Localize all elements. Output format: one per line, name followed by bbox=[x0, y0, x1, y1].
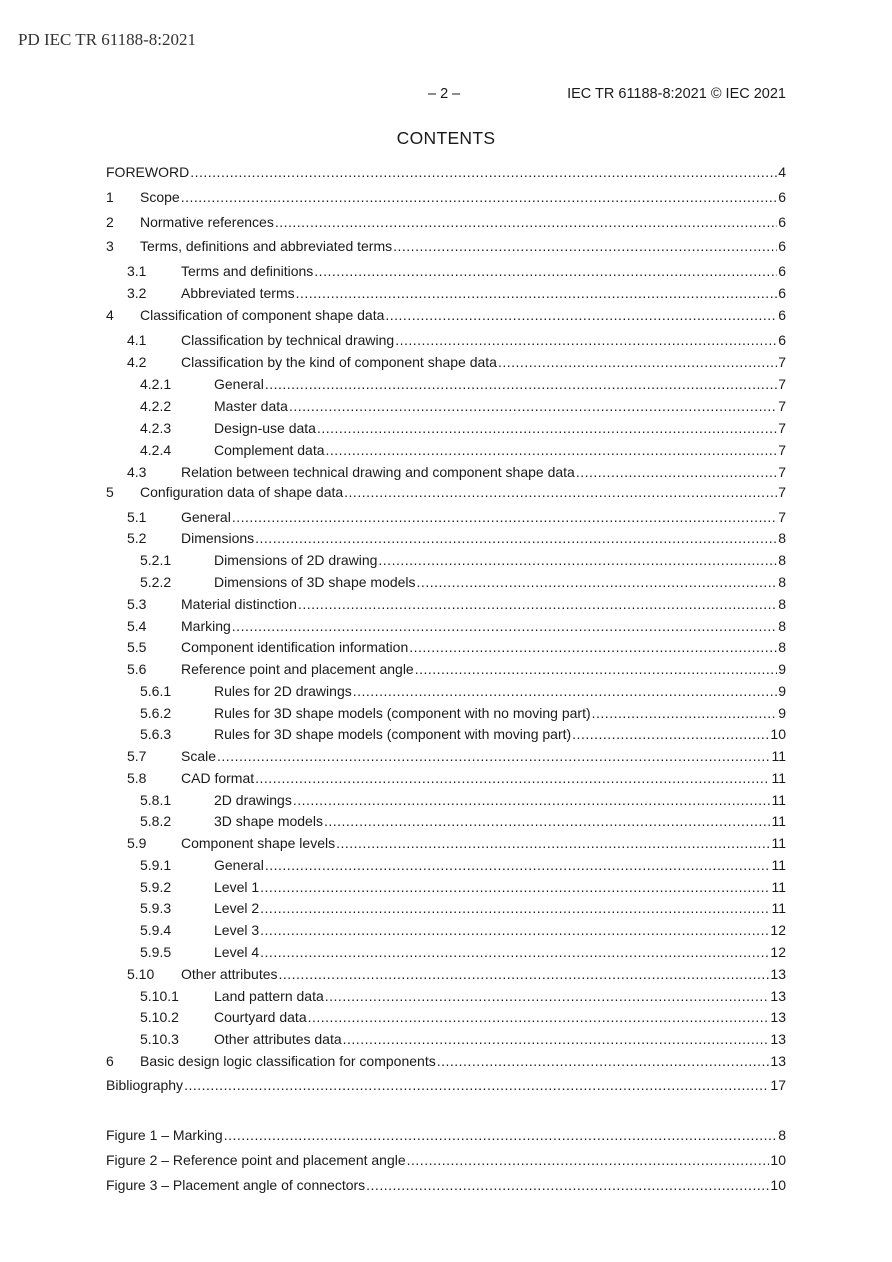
toc-entry[interactable] bbox=[106, 921, 786, 939]
toc-entry[interactable] bbox=[106, 660, 786, 678]
toc-entry-number: 5.9.1 bbox=[140, 857, 172, 873]
toc-entry-number: 5.9.4 bbox=[140, 922, 172, 938]
toc-entry-page: 11 bbox=[771, 835, 786, 851]
toc-entry-title: 2D drawings bbox=[214, 792, 292, 808]
dot-leader bbox=[393, 237, 777, 255]
toc-entry-title: General bbox=[214, 857, 264, 873]
dot-leader bbox=[592, 704, 778, 722]
dot-leader bbox=[344, 483, 777, 501]
toc-entry-page: 13 bbox=[770, 1053, 786, 1069]
toc-entry-title: Complement data bbox=[214, 442, 325, 458]
toc-entry-number: 3 bbox=[106, 238, 114, 254]
toc-entry[interactable] bbox=[106, 834, 786, 852]
toc-entry-title: Reference point and placement angle bbox=[181, 661, 414, 677]
toc-entry-title: Classification by technical drawing bbox=[181, 332, 395, 348]
toc-entry-title: Configuration data of shape data bbox=[140, 484, 344, 500]
toc-entry-number: 5 bbox=[106, 484, 114, 500]
toc-entry-number: 5.6.3 bbox=[140, 726, 172, 742]
toc-entry[interactable] bbox=[106, 573, 786, 591]
dot-leader bbox=[317, 419, 777, 437]
dot-leader bbox=[572, 725, 769, 743]
toc-entry-number: 5.6 bbox=[127, 661, 147, 677]
toc-entry[interactable] bbox=[106, 306, 786, 324]
toc-entry-title: Master data bbox=[214, 398, 288, 414]
toc-entry-title: Land pattern data bbox=[214, 988, 324, 1004]
toc-entry[interactable] bbox=[106, 725, 786, 743]
toc-entry-title: Level 3 bbox=[214, 922, 260, 938]
toc-entry[interactable] bbox=[106, 1076, 786, 1094]
dot-leader bbox=[232, 617, 777, 635]
toc-entry-number: 4.2.3 bbox=[140, 420, 172, 436]
figure-entry-page: 8 bbox=[778, 1127, 786, 1143]
toc-entry[interactable] bbox=[106, 163, 786, 181]
figure-entry-page: 10 bbox=[770, 1152, 786, 1168]
toc-entry-title: FOREWORD bbox=[106, 164, 190, 180]
toc-entry-page: 6 bbox=[778, 189, 786, 205]
toc-entry-page: 11 bbox=[771, 813, 786, 829]
toc-entry-number: 6 bbox=[106, 1053, 114, 1069]
dot-leader bbox=[260, 943, 769, 961]
dot-leader bbox=[336, 834, 770, 852]
figure-entry-title: Figure 3 – Placement angle of connectors bbox=[106, 1177, 366, 1193]
toc-entry-title: Bibliography bbox=[106, 1077, 184, 1093]
figure-entry-page: 10 bbox=[770, 1177, 786, 1193]
dot-leader bbox=[385, 306, 777, 324]
toc-entry-page: 7 bbox=[778, 398, 786, 414]
toc-entry-title: Relation between technical drawing and component shape data bbox=[181, 464, 575, 480]
toc-entry-page: 10 bbox=[770, 726, 786, 742]
toc-entry-page: 6 bbox=[778, 263, 786, 279]
dot-leader bbox=[289, 397, 777, 415]
toc-entry-title: Basic design logic classification for components bbox=[140, 1053, 436, 1069]
toc-entry-title: Level 2 bbox=[214, 900, 260, 916]
toc-entry-number: 5.10 bbox=[127, 966, 155, 982]
toc-entry[interactable] bbox=[106, 463, 786, 481]
toc-entry-page: 7 bbox=[778, 376, 786, 392]
toc-entry-number: 5.8.2 bbox=[140, 813, 172, 829]
toc-entry-title: Rules for 3D shape models (component with no moving part) bbox=[214, 705, 591, 721]
copyright-notice: IEC TR 61188-8:2021 © IEC 2021 bbox=[567, 86, 786, 102]
toc-entry[interactable] bbox=[106, 987, 786, 1005]
toc-entry-page: 4 bbox=[778, 164, 786, 180]
toc-entry-title: Level 1 bbox=[214, 879, 260, 895]
toc-entry-title: Component identification information bbox=[181, 639, 409, 655]
toc-entry-number: 5.2.1 bbox=[140, 552, 172, 568]
toc-entry-title: Other attributes bbox=[181, 966, 278, 982]
toc-entry-number: 5.6.2 bbox=[140, 705, 172, 721]
toc-entry-title: Scope bbox=[140, 189, 180, 205]
toc-entry-page: 8 bbox=[778, 639, 786, 655]
dot-leader bbox=[190, 163, 777, 181]
dot-leader bbox=[217, 747, 770, 765]
toc-entry[interactable] bbox=[106, 595, 786, 613]
toc-entry-page: 8 bbox=[778, 574, 786, 590]
dot-leader bbox=[353, 682, 777, 700]
toc-entry-title: Courtyard data bbox=[214, 1009, 307, 1025]
toc-entry[interactable] bbox=[106, 441, 786, 459]
toc-entry[interactable] bbox=[106, 617, 786, 635]
toc-entry[interactable] bbox=[106, 812, 786, 830]
toc-entry-page: 7 bbox=[778, 464, 786, 480]
toc-entry[interactable] bbox=[106, 1030, 786, 1048]
dot-leader bbox=[437, 1052, 770, 1070]
toc-entry-number: 5.8 bbox=[127, 770, 147, 786]
dot-leader bbox=[409, 638, 777, 656]
toc-entry-title: Component shape levels bbox=[181, 835, 336, 851]
dot-leader bbox=[324, 812, 771, 830]
toc-entry-title: General bbox=[214, 376, 264, 392]
toc-entry-page: 13 bbox=[770, 1031, 786, 1047]
toc-entry-page: 8 bbox=[778, 530, 786, 546]
toc-entry-page: 6 bbox=[778, 285, 786, 301]
toc-entry[interactable] bbox=[106, 353, 786, 371]
dot-leader bbox=[415, 660, 777, 678]
dot-leader bbox=[298, 595, 777, 613]
dot-leader bbox=[255, 529, 777, 547]
toc-entry-number: 1 bbox=[106, 189, 114, 205]
document-id: PD IEC TR 61188-8:2021 bbox=[18, 30, 197, 49]
toc-entry-number: 4.3 bbox=[127, 464, 147, 480]
toc-entry-number: 3.1 bbox=[127, 263, 147, 279]
page-number: – 2 – bbox=[428, 86, 461, 102]
toc-entry-title: Classification of component shape data bbox=[140, 307, 385, 323]
dot-leader bbox=[326, 441, 778, 459]
toc-entry[interactable] bbox=[106, 965, 786, 983]
toc-entry-number: 5.7 bbox=[127, 748, 147, 764]
toc-entry[interactable] bbox=[106, 747, 786, 765]
toc-entry-title: Level 4 bbox=[214, 944, 260, 960]
toc-entry-number: 4.2.1 bbox=[140, 376, 172, 392]
contents-title: CONTENTS bbox=[396, 128, 496, 148]
toc-entry[interactable] bbox=[106, 331, 786, 349]
toc-entry-title: Design-use data bbox=[214, 420, 316, 436]
toc-entry-title: General bbox=[181, 509, 231, 525]
toc-entry-number: 5.9 bbox=[127, 835, 147, 851]
toc-entry-number: 5.4 bbox=[127, 618, 147, 634]
dot-leader bbox=[343, 1030, 770, 1048]
dot-leader bbox=[275, 213, 777, 231]
toc-entry-number: 5.9.2 bbox=[140, 879, 172, 895]
toc-entry-page: 9 bbox=[778, 705, 786, 721]
dot-leader bbox=[260, 899, 770, 917]
toc-entry[interactable] bbox=[106, 878, 786, 896]
toc-entry[interactable] bbox=[106, 375, 786, 393]
toc-entry[interactable] bbox=[106, 791, 786, 809]
toc-entry-page: 11 bbox=[771, 857, 786, 873]
toc-entry[interactable] bbox=[106, 704, 786, 722]
toc-entry-number: 5.5 bbox=[127, 639, 147, 655]
toc-entry[interactable] bbox=[106, 419, 786, 437]
toc-entry-number: 5.1 bbox=[127, 509, 147, 525]
toc-entry-title: 3D shape models bbox=[214, 813, 323, 829]
toc-entry-title: Marking bbox=[181, 618, 231, 634]
toc-entry-page: 8 bbox=[778, 596, 786, 612]
toc-entry-page: 7 bbox=[778, 509, 786, 525]
toc-entry-page: 13 bbox=[770, 966, 786, 982]
toc-entry-title: Scale bbox=[181, 748, 217, 764]
dot-leader bbox=[407, 1151, 770, 1169]
dot-leader bbox=[255, 769, 770, 787]
toc-entry-number: 4 bbox=[106, 307, 114, 323]
toc-entry-number: 5.2.2 bbox=[140, 574, 172, 590]
toc-entry-title: Abbreviated terms bbox=[181, 285, 295, 301]
toc-entry-number: 4.2.2 bbox=[140, 398, 172, 414]
toc-entry-number: 5.2 bbox=[127, 530, 147, 546]
dot-leader bbox=[293, 791, 771, 809]
toc-entry-title: Dimensions of 2D drawing bbox=[214, 552, 378, 568]
dot-leader bbox=[314, 262, 777, 280]
toc-entry-page: 12 bbox=[770, 922, 786, 938]
toc-entry-page: 9 bbox=[778, 683, 786, 699]
dot-leader bbox=[279, 965, 770, 983]
dot-leader bbox=[325, 987, 770, 1005]
toc-entry-title: Other attributes data bbox=[214, 1031, 342, 1047]
toc-entry-number: 5.8.1 bbox=[140, 792, 172, 808]
toc-entry-title: Material distinction bbox=[181, 596, 297, 612]
dot-leader bbox=[378, 551, 777, 569]
toc-entry-number: 5.10.3 bbox=[140, 1031, 179, 1047]
dot-leader bbox=[232, 508, 777, 526]
toc-entry-number: 4.2 bbox=[127, 354, 147, 370]
toc-entry[interactable] bbox=[106, 508, 786, 526]
dot-leader bbox=[265, 856, 771, 874]
dot-leader bbox=[265, 375, 777, 393]
toc-entry-page: 8 bbox=[778, 552, 786, 568]
toc-entry-page: 11 bbox=[771, 792, 786, 808]
page-header bbox=[0, 86, 892, 104]
toc-entry-number: 4.2.4 bbox=[140, 442, 172, 458]
figure-entry-title: Figure 2 – Reference point and placement angle bbox=[106, 1152, 406, 1168]
dot-leader bbox=[576, 463, 777, 481]
toc-entry-title: Classification by the kind of component shape data bbox=[181, 354, 497, 370]
toc-entry-page: 6 bbox=[778, 238, 786, 254]
toc-entry-number: 3.2 bbox=[127, 285, 147, 301]
toc-entry-title: Dimensions bbox=[181, 530, 255, 546]
toc-entry-title: Terms, definitions and abbreviated terms bbox=[140, 238, 393, 254]
toc-entry[interactable] bbox=[106, 284, 786, 302]
dot-leader bbox=[366, 1176, 769, 1194]
dot-leader bbox=[184, 1076, 769, 1094]
toc-entry-title: Rules for 3D shape models (component with moving part) bbox=[214, 726, 572, 742]
dot-leader bbox=[417, 573, 778, 591]
toc-entry[interactable] bbox=[106, 769, 786, 787]
toc-entry-page: 7 bbox=[778, 420, 786, 436]
toc-entry-page: 13 bbox=[770, 1009, 786, 1025]
toc-entry-page: 11 bbox=[771, 879, 786, 895]
toc-entry-page: 7 bbox=[778, 354, 786, 370]
dot-leader bbox=[181, 188, 778, 206]
toc-entry[interactable] bbox=[106, 1052, 786, 1070]
toc-entry[interactable] bbox=[106, 237, 786, 255]
toc-entry[interactable] bbox=[106, 529, 786, 547]
toc-entry[interactable] bbox=[106, 682, 786, 700]
figure-entry[interactable] bbox=[106, 1176, 786, 1194]
dot-leader bbox=[308, 1008, 770, 1026]
toc-entry-number: 5.6.1 bbox=[140, 683, 172, 699]
toc-entry[interactable] bbox=[106, 262, 786, 280]
toc-entry-page: 11 bbox=[771, 748, 786, 764]
toc-entry-page: 7 bbox=[778, 484, 786, 500]
toc-entry[interactable] bbox=[106, 899, 786, 917]
toc-entry-title: Normative references bbox=[140, 214, 274, 230]
toc-entry[interactable] bbox=[106, 551, 786, 569]
toc-entry-page: 17 bbox=[770, 1077, 786, 1093]
dot-leader bbox=[260, 921, 769, 939]
toc-entry-number: 5.10.2 bbox=[140, 1009, 179, 1025]
toc-entry-number: 4.1 bbox=[127, 332, 147, 348]
toc-entry[interactable] bbox=[106, 213, 786, 231]
toc-entry-page: 6 bbox=[778, 332, 786, 348]
toc-entry[interactable] bbox=[106, 1008, 786, 1026]
toc-entry[interactable] bbox=[106, 856, 786, 874]
toc-entry-number: 5.9.5 bbox=[140, 944, 172, 960]
toc-entry-title: CAD format bbox=[181, 770, 255, 786]
toc-entry-page: 6 bbox=[778, 214, 786, 230]
figure-entry-title: Figure 1 – Marking bbox=[106, 1127, 223, 1143]
toc-entry[interactable] bbox=[106, 188, 786, 206]
toc-entry[interactable] bbox=[106, 397, 786, 415]
toc-entry-page: 9 bbox=[778, 661, 786, 677]
toc-entry-title: Dimensions of 3D shape models bbox=[214, 574, 416, 590]
toc-entry[interactable] bbox=[106, 483, 786, 501]
dot-leader bbox=[395, 331, 777, 349]
dot-leader bbox=[498, 353, 777, 371]
toc-entry-page: 13 bbox=[770, 988, 786, 1004]
toc-entry-number: 5.10.1 bbox=[140, 988, 179, 1004]
toc-entry-title: Rules for 2D drawings bbox=[214, 683, 352, 699]
toc-entry-page: 12 bbox=[770, 944, 786, 960]
figure-entry[interactable] bbox=[106, 1151, 786, 1169]
toc-entry-number: 5.3 bbox=[127, 596, 147, 612]
dot-leader bbox=[260, 878, 770, 896]
toc-entry-page: 11 bbox=[771, 900, 786, 916]
toc-entry-page: 7 bbox=[778, 442, 786, 458]
figure-entry[interactable] bbox=[106, 1126, 786, 1144]
toc-entry[interactable] bbox=[106, 638, 786, 656]
toc-entry[interactable] bbox=[106, 943, 786, 961]
dot-leader bbox=[296, 284, 778, 302]
toc-entry-title: Terms and definitions bbox=[181, 263, 314, 279]
toc-entry-page: 6 bbox=[778, 307, 786, 323]
toc-entry-page: 8 bbox=[778, 618, 786, 634]
toc-entry-number: 5.9.3 bbox=[140, 900, 172, 916]
dot-leader bbox=[224, 1126, 777, 1144]
toc-entry-page: 11 bbox=[771, 770, 786, 786]
toc-entry-number: 2 bbox=[106, 214, 114, 230]
